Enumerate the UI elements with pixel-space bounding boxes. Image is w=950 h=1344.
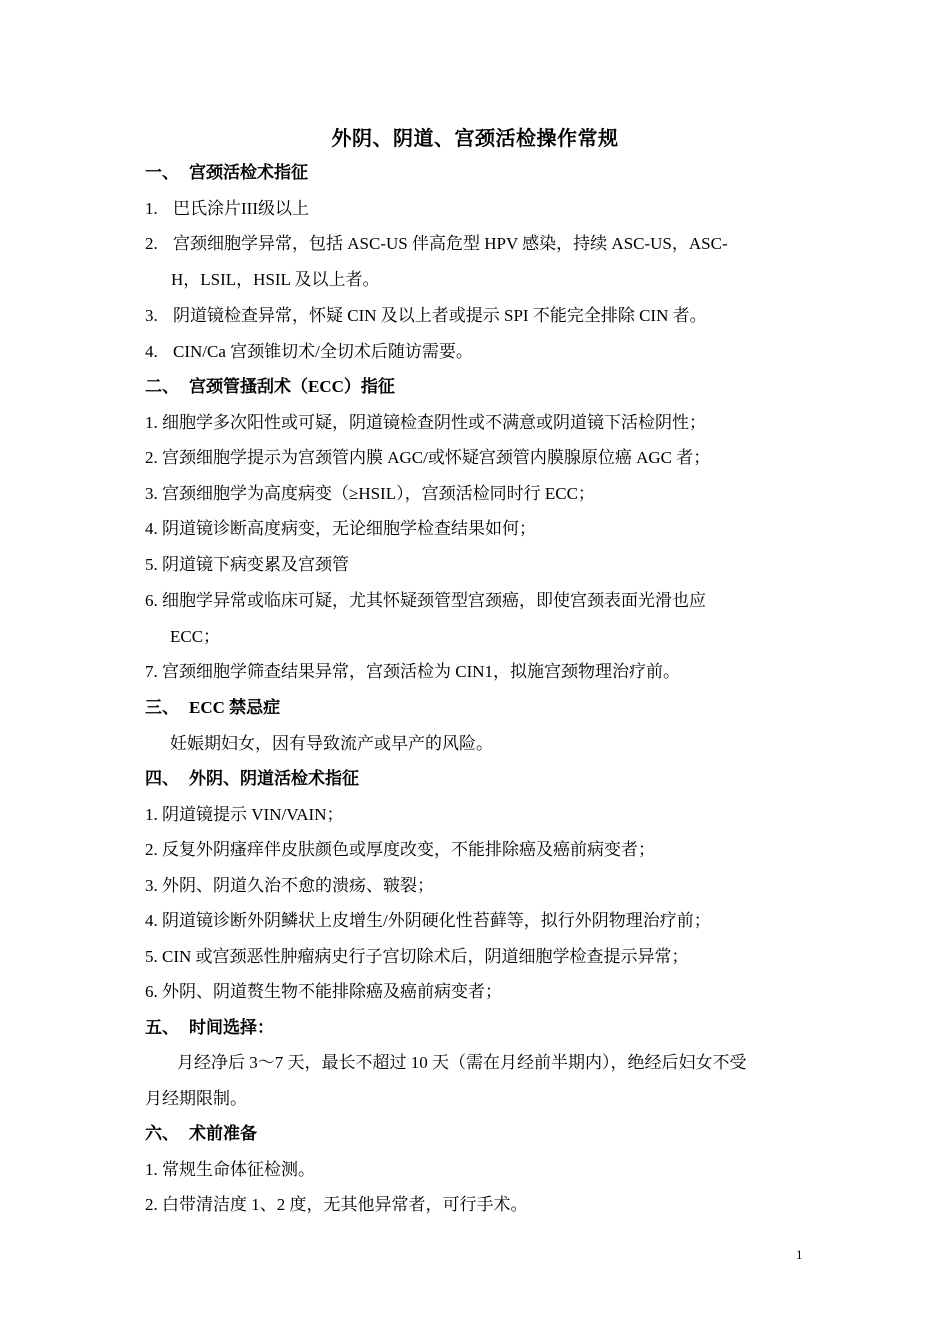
paragraph: 妊娠期妇女，因有导致流产或早产的风险。 [170, 734, 493, 753]
list-item: 1. 巴氏涂片III级以上 [145, 199, 309, 218]
section-number: 六、 [145, 1124, 179, 1143]
section-heading-2 [145, 375, 395, 399]
list-item: 2. 反复外阴瘙痒伴皮肤颜色或厚度改变，不能排除癌及癌前病变者； [145, 840, 655, 859]
list-item-continuation: H，LSIL，HSIL 及以上者。 [171, 270, 380, 289]
section-heading-4 [145, 767, 359, 791]
list-item: 7. 宫颈细胞学筛查结果异常，宫颈活检为 CIN1，拟施宫颈物理治疗前。 [145, 662, 681, 681]
list-item: 2. 宫颈细胞学提示为宫颈管内膜 AGC/或怀疑宫颈管内膜腺原位癌 AGC 者； [145, 448, 711, 467]
list-item: 5. CIN 或宫颈恶性肿瘤病史行子宫切除术后，阴道细胞学检查提示异常； [145, 947, 689, 966]
list-item: 4. CIN/Ca 宫颈锥切术/全切术后随访需要。 [145, 342, 473, 361]
list-item: 3. 宫颈细胞学为高度病变（≥HSIL），宫颈活检同时行 ECC； [145, 484, 595, 503]
section-title: 外阴、阴道活检术指征 [189, 769, 359, 788]
list-item: 6. 外阴、阴道赘生物不能排除癌及癌前病变者； [145, 982, 502, 1001]
section-heading-6 [145, 1122, 257, 1146]
list-item-continuation: ECC； [170, 627, 221, 646]
list-item: 5. 阴道镜下病变累及宫颈管 [145, 555, 349, 574]
list-item: 4. 阴道镜诊断高度病变，无论细胞学检查结果如何； [145, 519, 536, 538]
paragraph-continuation: 月经期限制。 [145, 1089, 247, 1108]
list-item: 2. 白带清洁度 1、2 度，无其他异常者，可行手术。 [145, 1195, 528, 1214]
section-heading-1 [145, 161, 308, 185]
section-title: 宫颈管搔刮术（ECC）指征 [189, 377, 395, 396]
list-item: 1. 阴道镜提示 VIN/VAIN； [145, 805, 344, 824]
page-number: 1 [796, 1247, 803, 1262]
section-number: 四、 [145, 769, 179, 788]
section-title: 宫颈活检术指征 [189, 163, 308, 182]
section-title: ECC 禁忌症 [189, 698, 281, 717]
list-item: 1. 常规生命体征检测。 [145, 1160, 315, 1179]
list-item: 3. 阴道镜检查异常，怀疑 CIN 及以上者或提示 SPI 不能完全排除 CIN 者。 [145, 306, 707, 325]
section-number: 一、 [145, 163, 179, 182]
section-number: 五、 [145, 1018, 179, 1037]
section-heading-3 [145, 696, 280, 720]
section-number: 二、 [145, 377, 179, 396]
page-title: 外阴、阴道、宫颈活检操作常规 [331, 128, 619, 150]
list-item: 3. 外阴、阴道久治不愈的溃疡、皲裂； [145, 876, 434, 895]
list-item: 1. 细胞学多次阳性或可疑，阴道镜检查阴性或不满意或阴道镜下活检阴性； [145, 413, 706, 432]
section-title: 时间选择： [189, 1018, 274, 1037]
list-item: 2. 宫颈细胞学异常，包括 ASC-US 伴高危型 HPV 感染，持续 ASC-US，ASC- [145, 234, 728, 253]
section-heading-5 [145, 1016, 274, 1040]
list-item: 6. 细胞学异常或临床可疑，尤其怀疑颈管型宫颈癌，即使宫颈表面光滑也应 [145, 591, 706, 610]
section-number: 三、 [145, 698, 179, 717]
section-title: 术前准备 [189, 1124, 257, 1143]
paragraph: 月经净后 3～7 天，最长不超过 10 天（需在月经前半期内），绝经后妇女不受 [177, 1053, 747, 1072]
list-item: 4. 阴道镜诊断外阴鳞状上皮增生/外阴硬化性苔藓等，拟行外阴物理治疗前； [145, 911, 711, 930]
